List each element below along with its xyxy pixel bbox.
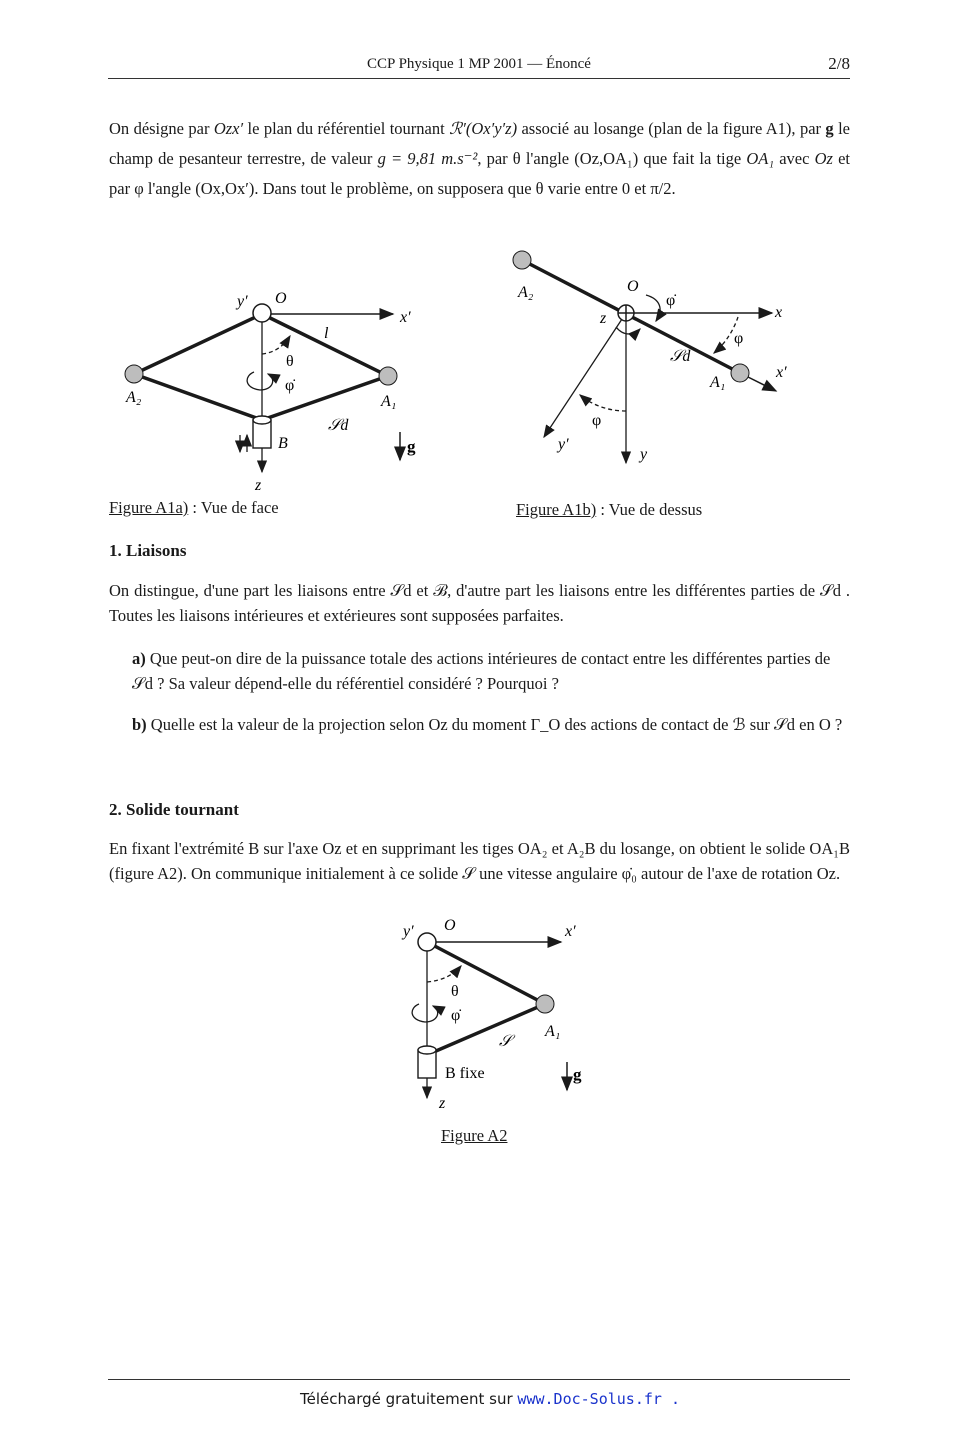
label-a2: A₂ xyxy=(126,389,142,406)
label-theta: θ xyxy=(286,353,294,370)
label-y: y xyxy=(640,446,648,463)
section-2-heading: 2. Solide tournant xyxy=(109,800,239,819)
sphere-a2-top xyxy=(513,251,531,269)
footer-link[interactable]: www.Doc-Solus.fr xyxy=(517,1390,662,1408)
label-phidot: φ̇ xyxy=(451,1007,461,1024)
label-phi-1: φ xyxy=(734,330,744,347)
label-o: O xyxy=(627,278,639,295)
label-b-fixe: B fixe xyxy=(445,1065,485,1082)
page-header xyxy=(108,52,850,79)
label-a1: A₁ xyxy=(710,374,726,391)
section-1-heading: 1. Liaisons xyxy=(109,541,187,560)
label-z: z xyxy=(600,310,607,327)
figure-a2-diagram xyxy=(395,912,605,1117)
label-a2: A₂ xyxy=(518,284,534,301)
label-b: B xyxy=(278,435,288,452)
sphere-a1-top xyxy=(731,364,749,382)
label-g: g xyxy=(407,437,416,456)
sphere-a2 xyxy=(125,365,143,383)
label-y-prime: y′ xyxy=(403,923,414,940)
page-number: 2/8 xyxy=(828,54,850,73)
footer-text: Téléchargé gratuitement sur xyxy=(300,1390,518,1408)
label-x: x xyxy=(775,304,783,321)
label-sd: 𝒮d xyxy=(670,348,691,365)
figure-a1b-diagram xyxy=(500,245,810,475)
page-footer: Téléchargé gratuitement sur www.Doc-Solus.fr . xyxy=(300,1390,680,1408)
label-z: z xyxy=(439,1095,446,1112)
header-title: CCP Physique 1 MP 2001 — Énoncé xyxy=(367,56,591,72)
label-z: z xyxy=(255,477,262,494)
label-a1: A₁ xyxy=(381,393,397,410)
label-a1: A₁ xyxy=(545,1023,561,1040)
label-x-prime: x′ xyxy=(776,364,787,381)
label-l: l xyxy=(324,325,329,342)
figure-a1a-caption: Figure A1a) : Vue de face xyxy=(109,498,279,517)
label-phi-2: φ xyxy=(592,412,602,429)
question-b: b) Quelle est la valeur de la projection selon Oz du moment Γ_O des actions de contact de ℬ sur 𝒮d en O ? xyxy=(132,715,843,734)
label-phidot: φ̇ xyxy=(666,292,676,309)
label-o: O xyxy=(275,290,287,307)
label-y-prime: y′ xyxy=(237,293,248,310)
section-2-paragraph: En fixant l'extrémité B sur l'axe Oz et en supprimant les tiges OA₂ et A₂B du losange, on obtient le solide OA₁B (figure A2). On communique initialement à ce solide 𝒮 une vitesse angulaire φ̇₀ autour de l'axe de rotation Oz. xyxy=(109,839,850,883)
label-phidot: φ̇ xyxy=(285,377,295,394)
section-1-paragraph: On distingue, d'une part les liaisons entre 𝒮d et ℬ, d'autre part les liaisons entre les différentes parties de 𝒮d . Toutes les liaisons intérieures et extérieures sont supposées parfaites. xyxy=(109,581,850,625)
figure-a1a-diagram xyxy=(110,280,440,495)
label-s: 𝒮 xyxy=(499,1033,512,1050)
pivot-o xyxy=(418,933,436,951)
label-sd: 𝒮d xyxy=(328,417,349,434)
figure-a1b-caption: Figure A1b) : Vue de dessus xyxy=(516,500,703,519)
label-x-prime: x′ xyxy=(400,309,411,326)
footer-divider xyxy=(108,1379,850,1380)
pivot-o xyxy=(253,304,271,322)
label-g: g xyxy=(573,1065,582,1084)
sphere-a1 xyxy=(536,995,554,1013)
label-x-prime: x′ xyxy=(565,923,576,940)
label-theta: θ xyxy=(451,983,459,1000)
sphere-a1 xyxy=(379,367,397,385)
label-y-prime: y′ xyxy=(558,436,569,453)
intro-paragraph: On désigne par Ozx′ le plan du référentiel tournant ℛ′(Ox′y′z) associé au losange (plan de la figure A1), par g le champ de pesanteur terrestre, de valeur g = 9,81 m.s⁻², par θ l'angle (Oz,OA₁) que fait la tige OA₁ avec Oz et par φ l'angle (Ox,Ox′). Dans tout le problème, on supposera que θ varie entre 0 et π/2. xyxy=(109,119,850,198)
label-o: O xyxy=(444,917,456,934)
figure-a2-caption: Figure A2 xyxy=(441,1126,508,1145)
question-a: a) Que peut-on dire de la puissance totale des actions intérieures de contact entre les différentes parties de 𝒮d ? Sa valeur dépend-elle du référentiel considéré ? Pourquoi ? xyxy=(132,649,831,693)
